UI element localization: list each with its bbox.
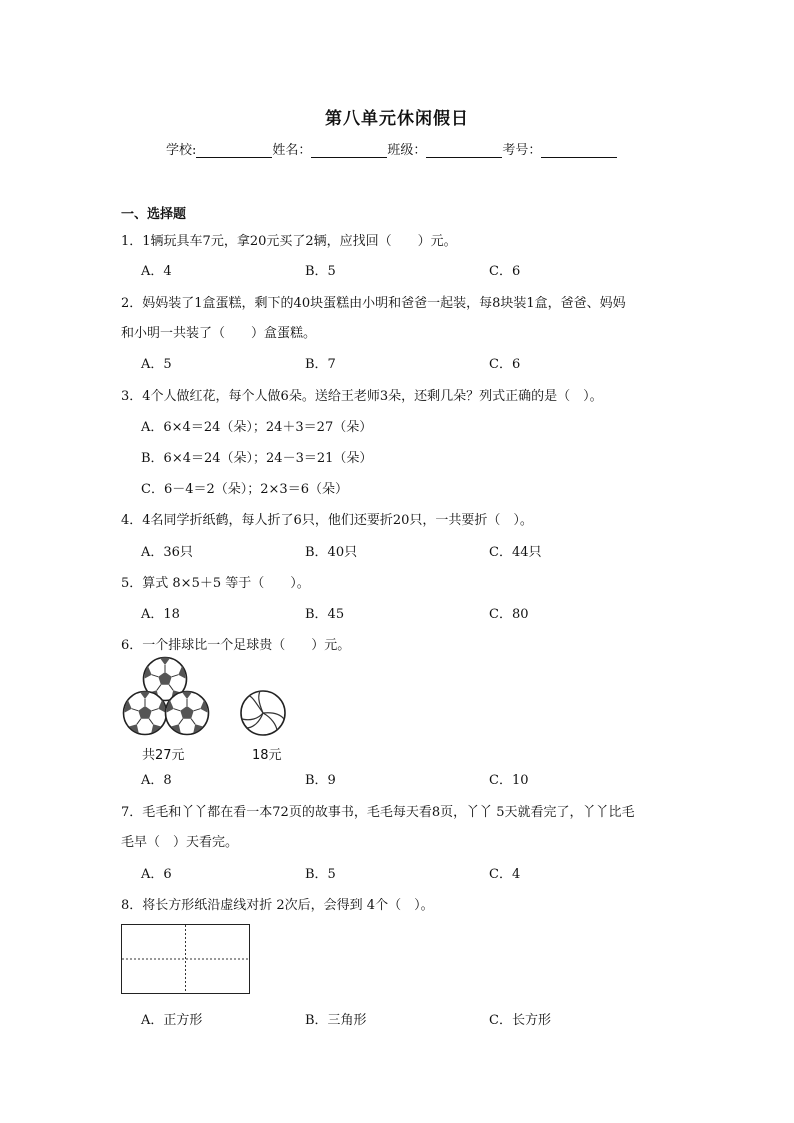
name-blank[interactable] <box>311 143 387 158</box>
section-heading: 一、选择题 <box>121 207 187 222</box>
question-1-text: 1．1辆玩具车7元，拿20元买了2辆，应找回（ ）元。 <box>121 234 457 249</box>
question-8-text: 8．将长方形纸沿虚线对折 2次后，会得到 4个（ ）。 <box>121 898 434 913</box>
soccer-price-caption: 共27元 <box>142 748 185 763</box>
q8-option-c[interactable]: C．长方形 <box>489 1013 551 1028</box>
class-label: 班级： <box>387 143 427 158</box>
q2-option-a[interactable]: A．5 <box>141 357 172 372</box>
q4-option-b[interactable]: B．40只 <box>305 545 358 560</box>
q3-option-b[interactable]: B．6×4＝24（朵）；24－3＝21（朵） <box>141 451 373 466</box>
name-label: 姓名： <box>272 143 312 158</box>
question-7-text-cont: 毛早（ ）天看完。 <box>121 835 239 850</box>
class-blank[interactable] <box>426 143 502 158</box>
q1-option-b[interactable]: B．5 <box>305 264 336 279</box>
folded-rectangle-figure <box>121 924 251 996</box>
question-3-text: 3．4个人做红花，每个人做6朵。送给王老师3朵，还剩几朵？列式正确的是（ ）。 <box>121 389 603 404</box>
q6-option-a[interactable]: A．8 <box>141 773 172 788</box>
q7-option-b[interactable]: B．5 <box>305 867 336 882</box>
q7-option-a[interactable]: A．6 <box>141 867 172 882</box>
q5-option-c[interactable]: C．80 <box>489 607 529 622</box>
q4-option-a[interactable]: A．36只 <box>141 545 193 560</box>
q2-option-c[interactable]: C．6 <box>489 357 521 372</box>
student-info-line <box>166 139 617 158</box>
q6-option-b[interactable]: B．9 <box>305 773 336 788</box>
question-4-text: 4．4名同学折纸鹤，每人折了6只，他们还要折20只，一共要折（ ）。 <box>121 513 533 528</box>
q5-option-a[interactable]: A．18 <box>141 607 180 622</box>
q3-option-c[interactable]: C．6－4＝2（朵）；2×3＝6（朵） <box>141 482 348 497</box>
soccer-balls-figure <box>120 655 220 745</box>
q2-option-b[interactable]: B．7 <box>305 357 336 372</box>
volleyball-price-caption: 18元 <box>252 748 282 763</box>
question-2-text-cont: 和小明一共装了（ ）盒蛋糕。 <box>121 326 317 341</box>
soccer-ball-icon <box>166 692 209 735</box>
number-label: 考号： <box>502 143 542 158</box>
q7-option-c[interactable]: C．4 <box>489 867 521 882</box>
school-label: 学校: <box>166 143 197 158</box>
q3-option-a[interactable]: A．6×4＝24（朵）；24＋3＝27（朵） <box>141 420 373 435</box>
q1-option-a[interactable]: A．4 <box>141 264 172 279</box>
volleyball-icon <box>238 688 290 740</box>
school-blank[interactable] <box>196 143 272 158</box>
soccer-ball-icon <box>124 692 167 735</box>
question-6-text: 6．一个排球比一个足球贵（ ）元。 <box>121 638 351 653</box>
q6-option-c[interactable]: C．10 <box>489 773 529 788</box>
q1-option-c[interactable]: C．6 <box>489 264 521 279</box>
q8-option-b[interactable]: B．三角形 <box>305 1013 367 1028</box>
number-blank[interactable] <box>541 143 617 158</box>
question-2-text: 2．妈妈装了1盒蛋糕，剩下的40块蛋糕由小明和爸爸一起装，每8块装1盒，爸爸、妈妈 <box>121 296 626 311</box>
question-5-text: 5．算式 8×5＋5 等于（ ）。 <box>121 576 310 591</box>
q4-option-c[interactable]: C．44只 <box>489 545 542 560</box>
page-title: 第八单元休闲假日 <box>325 109 469 129</box>
q8-option-a[interactable]: A．正方形 <box>141 1013 203 1028</box>
q5-option-b[interactable]: B．45 <box>305 607 345 622</box>
question-7-text: 7．毛毛和丫丫都在看一本72页的故事书，毛毛每天看8页，丫丫 5天就看完了，丫丫比毛 <box>121 805 635 820</box>
